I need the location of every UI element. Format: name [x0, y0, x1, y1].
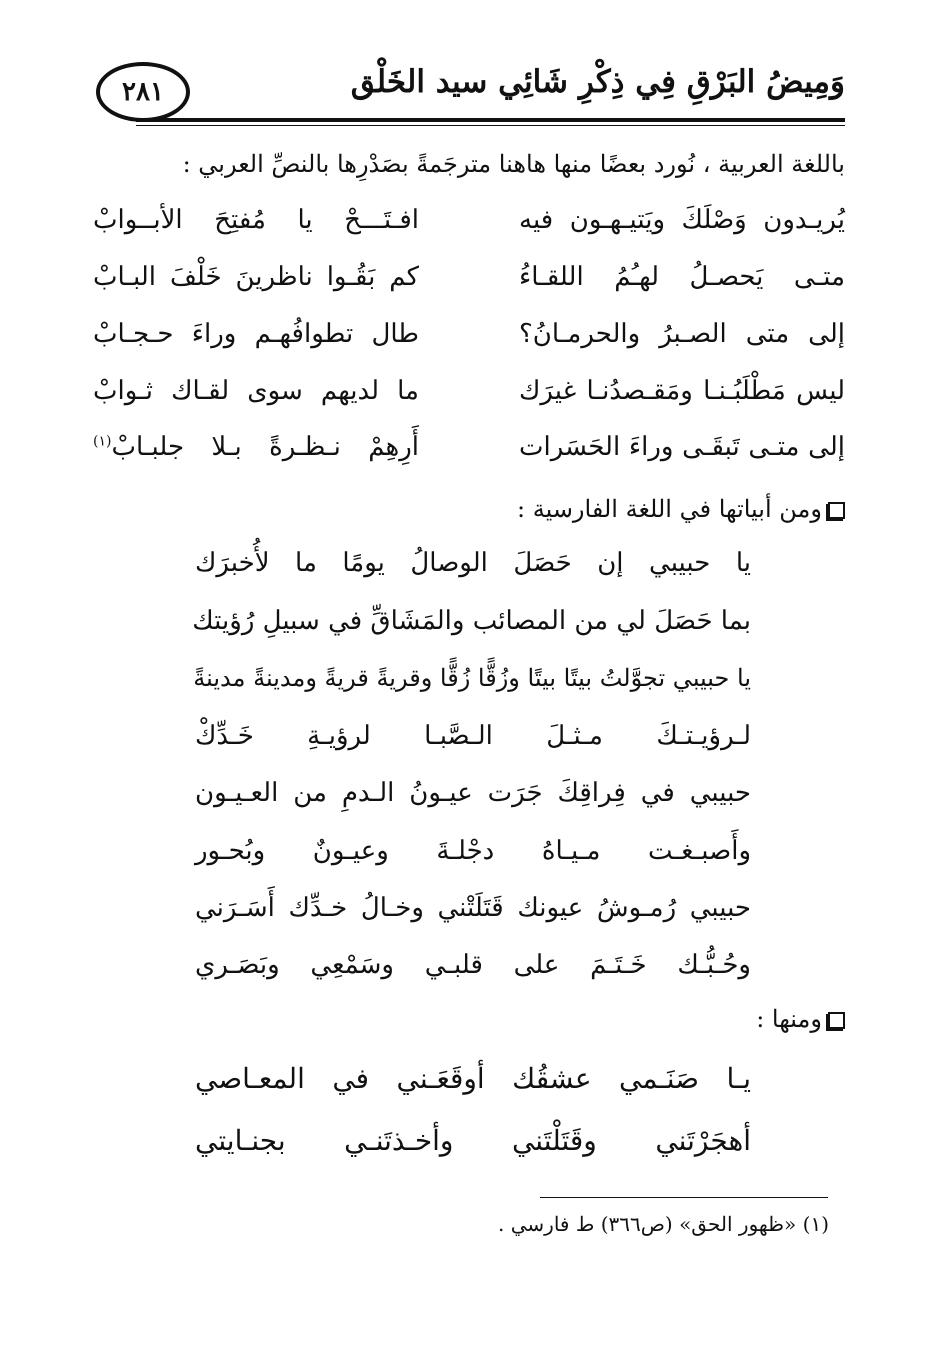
couplet-5-second-text: أَرِهِمْ نـظـرةً بـلا جلبـابْ [111, 432, 419, 462]
persian-line-1: يا حبيبي إن حَصَلَ الوصالُ يومًا ما لأُخبرَك [195, 548, 751, 578]
persian-line-3: يا حبيبي تجوَّلتُ بيتًا بيتًا وزُقًّا زُقًّا وقريةً قريةً ومدينةً مدينةً [193, 664, 751, 692]
couplet-1-second-hemistich: افـتَـــحْ يا مُفتِحَ الأبــوابْ [93, 205, 419, 235]
header-rule-thin [136, 125, 845, 126]
couplet-5 [93, 432, 845, 482]
page-header [96, 58, 845, 128]
couplet-4 [93, 376, 845, 426]
couplet-5-second-hemistich [93, 432, 419, 462]
footnote-separator [540, 1197, 828, 1198]
couplet-1 [93, 205, 845, 255]
couplet-3-first-hemistich: إلى متى الصـبرُ والحرمـانُ؟ [519, 319, 845, 349]
second-poem-line-1: يـا صَنَـمي عشقُك أوقَعَـني في المعـاصي [195, 1062, 751, 1095]
square-bullet-icon [828, 1012, 845, 1029]
second-heading-text: ومنها : [756, 1005, 822, 1033]
footnote: (١) «ظهور الحق» (ص٣٦٦) ط فارسي . [498, 1212, 829, 1236]
couplet-1-first-hemistich: يُريـدون وَصْلَكَ ويَتيـهـون فيه [519, 205, 845, 235]
header-rule [136, 118, 845, 122]
square-bullet-icon [828, 502, 845, 519]
persian-line-8: وحُـبُّـك خَـتَـمَ على قلبـي وسَمْعِي وبَصَـري [195, 950, 751, 980]
persian-line-6: وأَصبـغـت مـيـاهُ دجْلـةَ وعيـونٌ وبُحـور [195, 836, 751, 866]
second-section-heading [756, 1005, 845, 1033]
persian-line-4: لـرؤيـتـكَ مـثـلَ الـصَّبـا لرؤيـةِ خَـدِّكْ [195, 721, 751, 751]
page-number: ٢٨١ [96, 62, 190, 122]
couplet-4-first-hemistich: ليس مَطْلَبُـنـا ومَقـصدُنـا غيرَك [519, 376, 845, 406]
couplet-5-first-hemistich: إلى متـى تَبقَـى وراءَ الحَسَرات [519, 432, 845, 462]
footnote-marker: (١) [93, 433, 112, 450]
couplet-4-second-hemistich: ما لديهم سوى لقـاك ثـوابْ [93, 376, 419, 406]
persian-heading-text: ومن أبياتها في اللغة الفارسية : [517, 495, 822, 523]
couplet-3-second-hemistich: طال تطوافُهـم وراءَ حـجـابْ [93, 319, 419, 349]
persian-line-7: حبيبي رُمـوشُ عيونك قَتَلَتْني وخـالُ خـدِّك أَسَـرَني [195, 893, 751, 923]
couplet-2 [93, 262, 845, 312]
persian-line-2: بما حَصَلَ لي من المصائب والمَشَاقِّ في سبيلِ رُؤيتك [192, 606, 751, 636]
couplet-2-first-hemistich: متـى يَحصـلُ لهـُمُ اللقـاءُ [519, 262, 845, 292]
second-poem-line-2: أهجَرْتَني وقَتَلْتَني وأخـذتَنـي بجنـايتي [195, 1124, 751, 1157]
persian-line-5: حبيبي في فِراقِكَ جَرَت عيـونُ الـدمِ من العـيـون [195, 778, 751, 808]
persian-section-heading [517, 495, 845, 523]
running-title: وَمِيضُ البَرْقِ فِي ذِكْرِ شَائِي سيد الخَلْق [350, 64, 845, 100]
couplet-2-second-hemistich: كم بَقُـوا ناظرينَ خَلْفَ البـابْ [93, 262, 419, 292]
intro-paragraph: باللغة العربية ، نُورد بعضًا منها هاهنا مترجَمةً بصَدْرِها بالنصِّ العربي : [182, 150, 845, 178]
couplet-3 [93, 319, 845, 369]
